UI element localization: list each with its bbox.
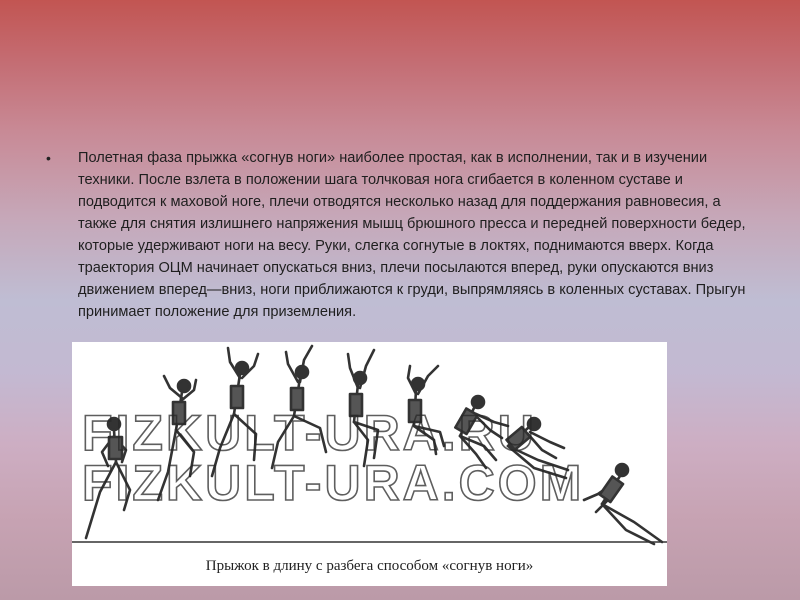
watermark-line-1: FIZKULT-URA.RU xyxy=(82,405,537,461)
watermark-line-2: FIZKULT-URA.COM xyxy=(82,455,585,511)
figure-caption: Прыжок в длину с разбега способом «согнув ноги» xyxy=(205,558,534,574)
body-text: Полетная фаза прыжка «согнув ноги» наиболее простая, как в исполнении, так и в изучении техники. После взлета в положении шага толчковая нога сгибается в коленном суставе и подводится к маховой ноге, плечи отводятся несколько назад для поддержания равновесия, а также для снятия излишнего напряжения мышц брюшного пресса и передней поверхности бедер, которые удерживают ноги на весу. Руки, слегка согнутые в локтях, поднимаются вверх. Когда траектория ОЦМ начинает опускаться вниз, плечи посылаются вперед, руки опускаются вниз движением вперед—вниз, ноги приближаются к груди, выпрямляясь в коленных суставах. Прыгун принимает положение для приземления. xyxy=(78,150,746,320)
bullet-marker: • xyxy=(46,150,51,166)
jumper-phase-9 xyxy=(584,464,662,544)
bullet-paragraph xyxy=(46,147,766,323)
long-jump-figure xyxy=(72,342,667,586)
